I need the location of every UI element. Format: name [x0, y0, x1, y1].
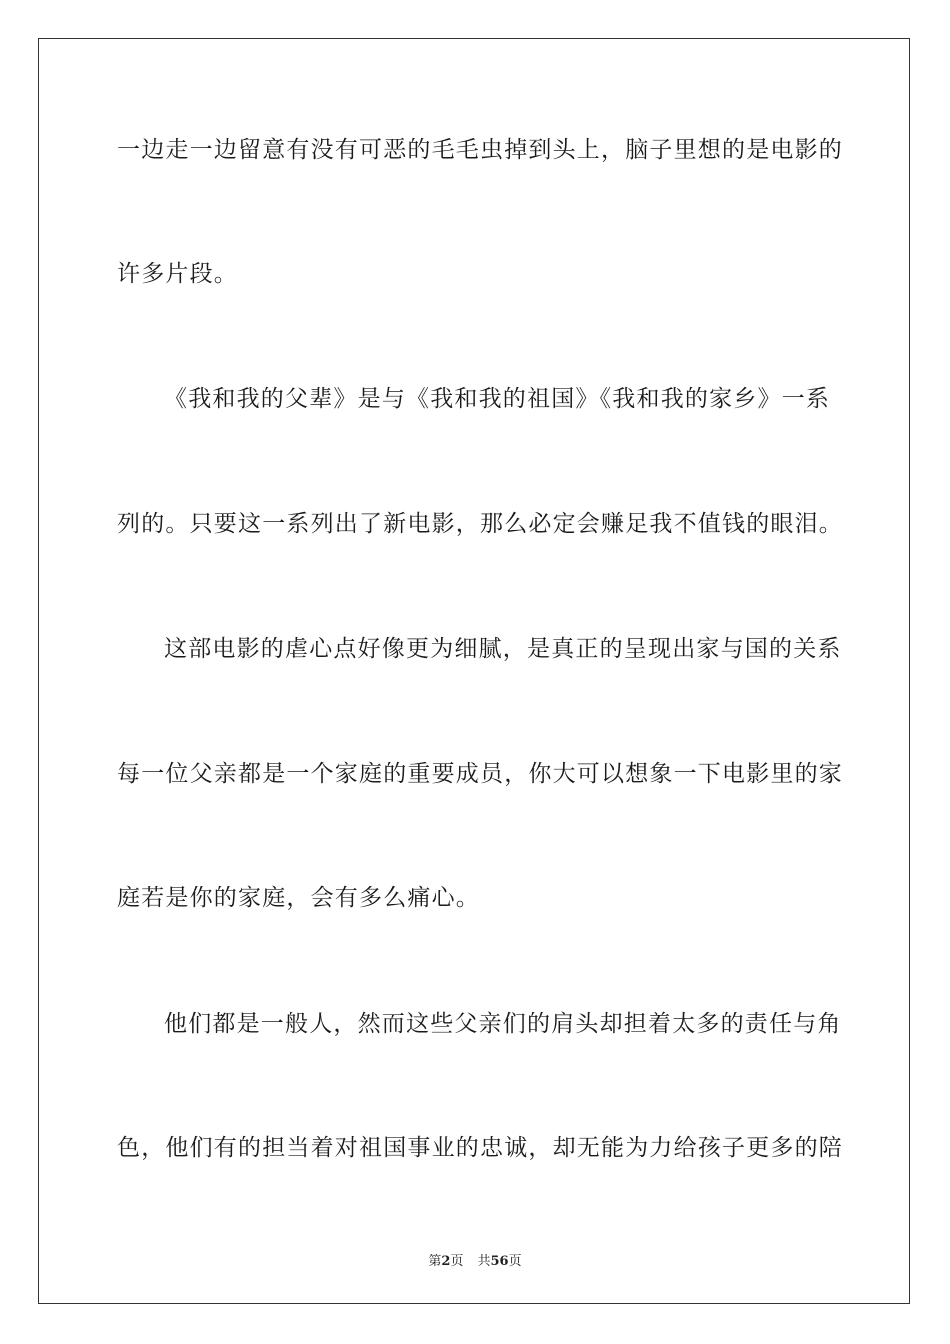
total-pages: 56	[490, 1254, 509, 1269]
text-line-8: 他们都是一般人，然而这些父亲们的肩头却担着太多的责任与角	[164, 1011, 842, 1037]
page-footer	[0, 1250, 950, 1269]
text-line-2: 许多片段。	[117, 261, 238, 287]
text-line-1: 一边走一边留意有没有可恶的毛毛虫掉到头上，脑子里想的是电影的	[117, 137, 843, 163]
total-suffix: 页	[508, 1254, 522, 1269]
text-line-9: 色，他们有的担当着对祖国事业的忠诚，却无能为力给孩子更多的陪	[117, 1135, 843, 1161]
page-number: 2	[441, 1254, 451, 1269]
text-line-5: 这部电影的虐心点好像更为细腻，是真正的呈现出家与国的关系	[164, 636, 842, 662]
total-prefix: 共	[477, 1254, 491, 1269]
text-line-4: 列的。只要这一系列出了新电影，那么必定会赚足我不值钱的眼泪。	[117, 511, 843, 537]
text-line-3: 《我和我的父辈》是与《我和我的祖国》《我和我的家乡》一系	[164, 386, 831, 412]
page-prefix: 第	[428, 1254, 442, 1269]
text-line-6: 每一位父亲都是一个家庭的重要成员，你大可以想象一下电影里的家	[117, 761, 843, 787]
page-suffix: 页	[450, 1254, 464, 1269]
page-border	[38, 38, 910, 1304]
text-line-7: 庭若是你的家庭，会有多么痛心。	[117, 885, 480, 911]
